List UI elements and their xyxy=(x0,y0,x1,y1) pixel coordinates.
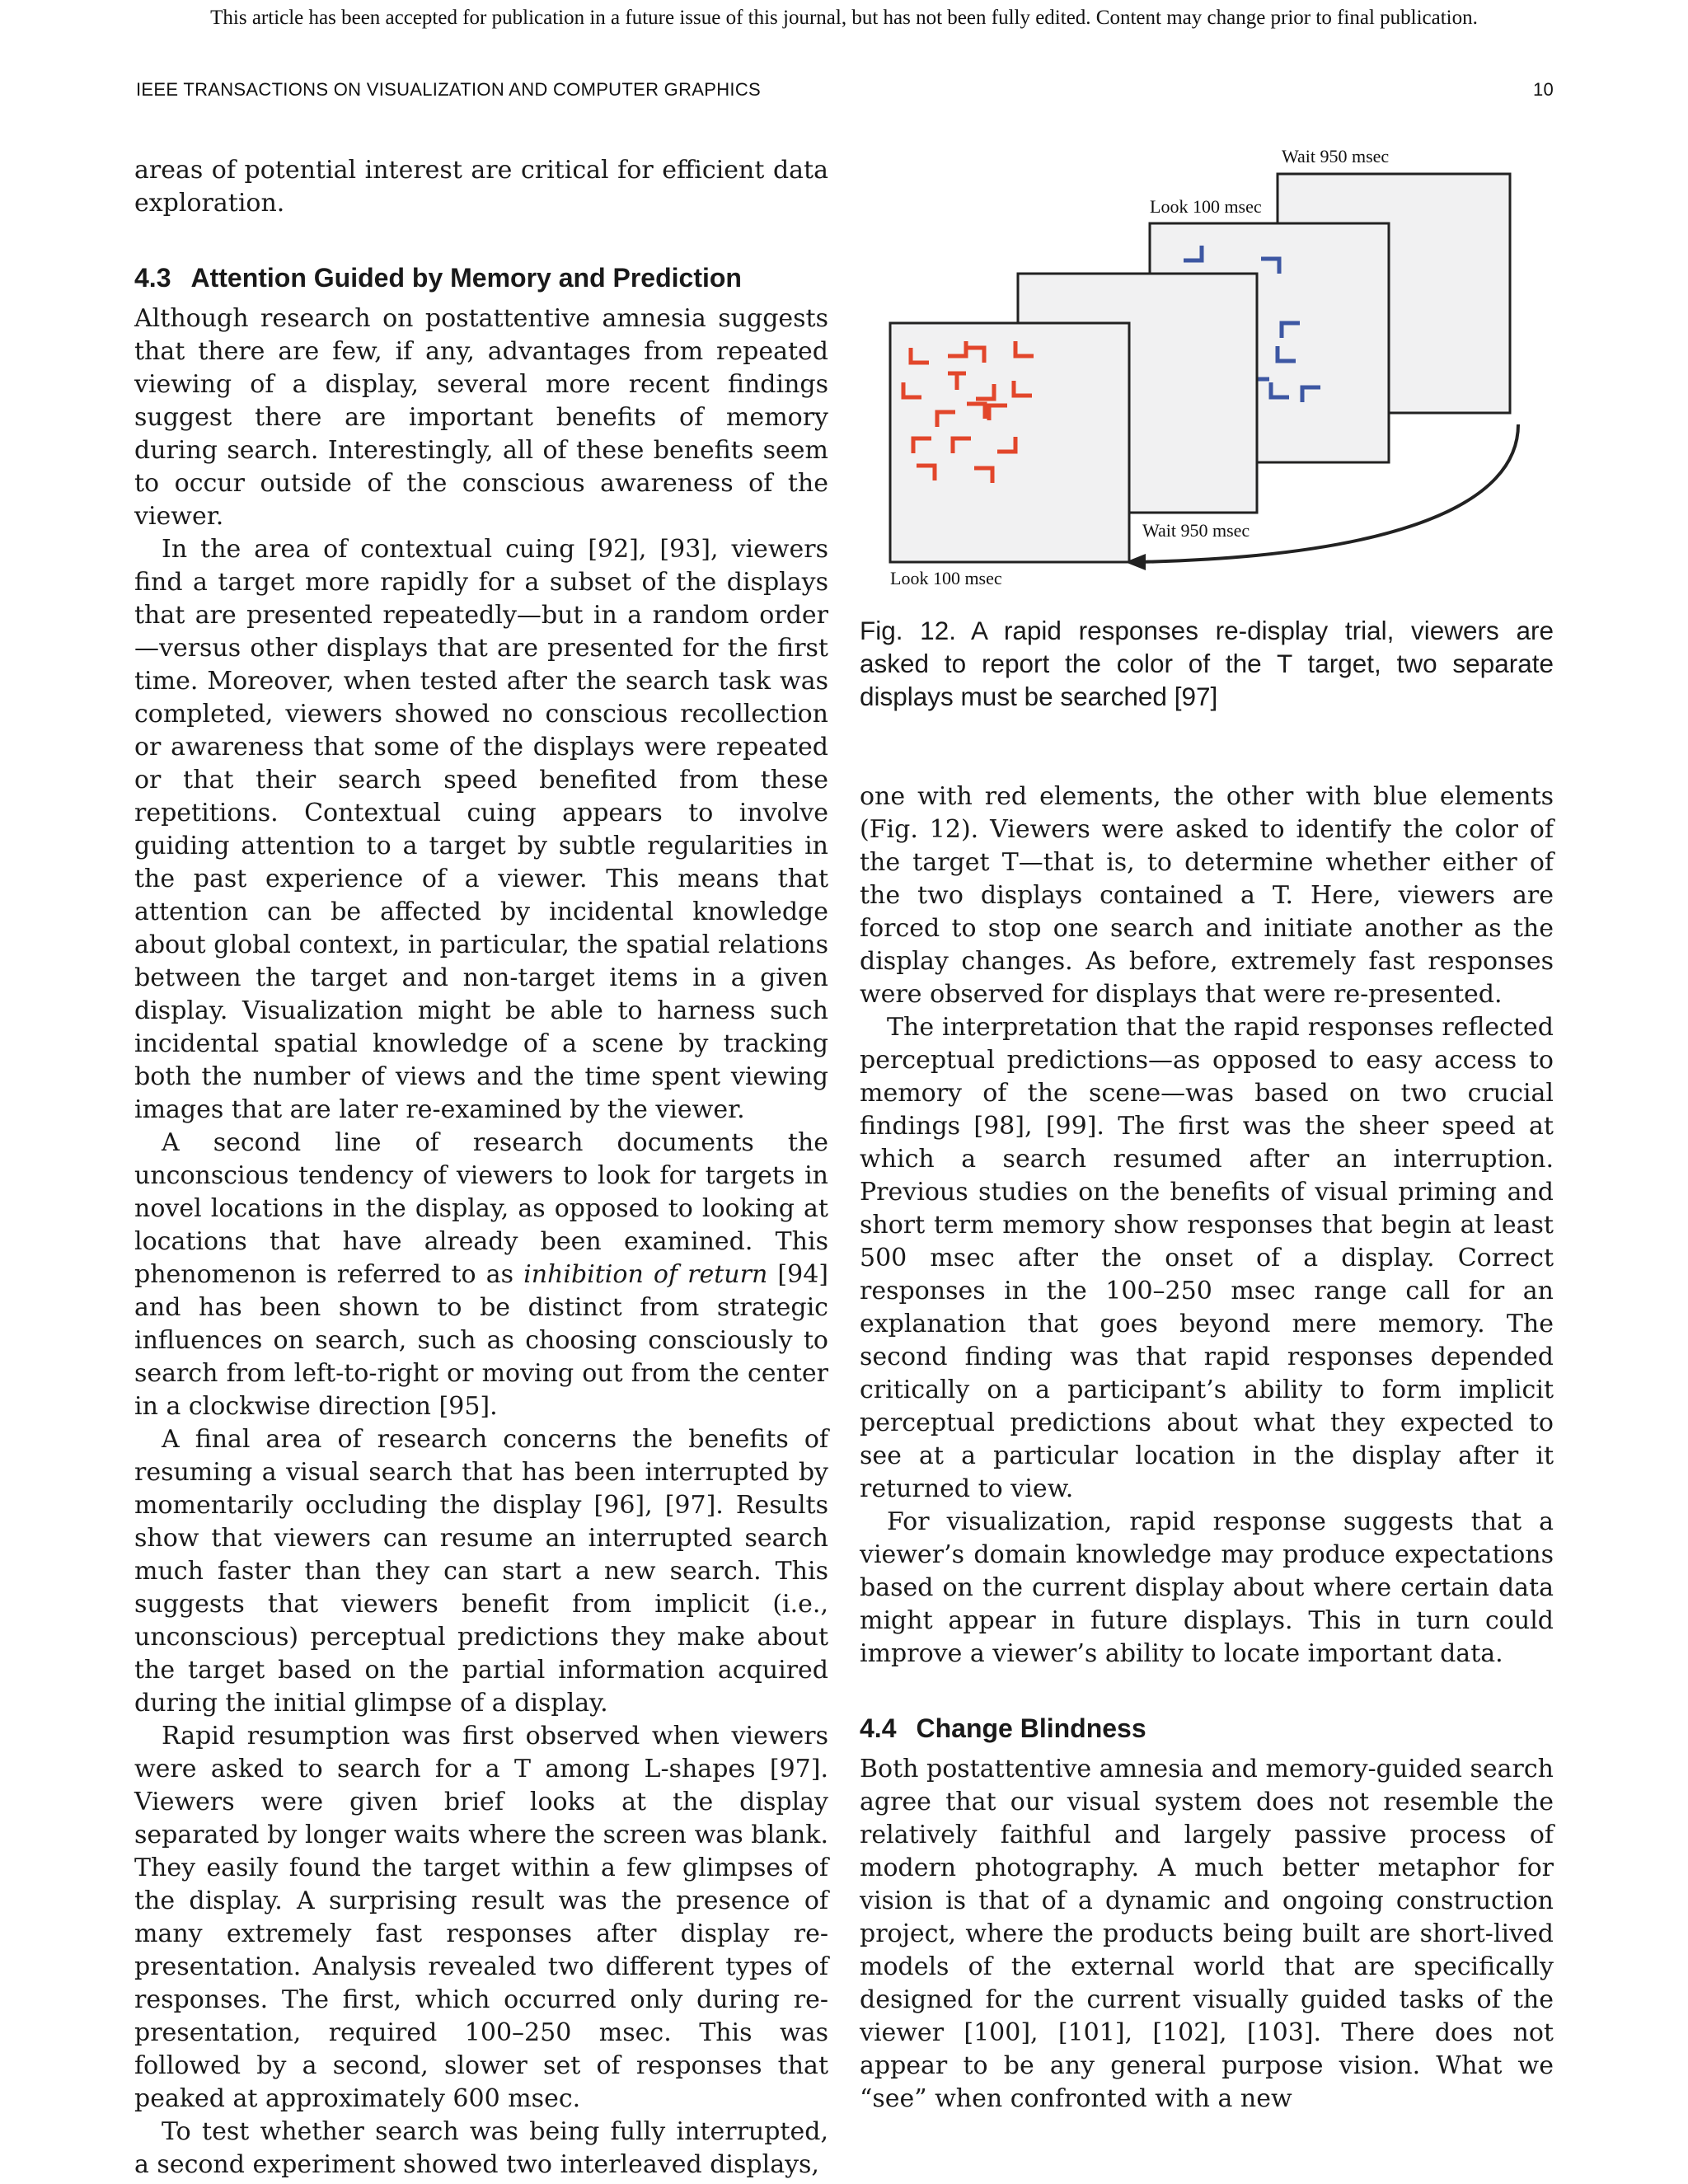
paragraph-rapid-resumption: Rapid resumption was first observed when viewers were asked to search for a T among L-shapes [97]. Viewers were given brief looks at the display separated by longer waits where the screen was blank. They easily found the target within a few glimpses of the display. A surprising result was the presence of many extremely fast responses after display re-presentation. Analysis revealed two different types of responses. The first, which occurred only during re-presentation, required 100–250 msec. This was followed by a second, slower set of responses that peaked at approximately 600 msec. xyxy=(134,1722,828,2113)
section-heading-4-3 xyxy=(134,261,828,294)
label-look-blue: Look 100 msec xyxy=(1150,196,1262,217)
paragraph-interleaved: To test whether search was being fully interrupted, a second experiment showed two interleaved displays, xyxy=(134,2117,828,2179)
paragraph-interpretation: The interpretation that the rapid responses reflected perceptual predictions—as opposed to easy access to memory of the scene—was based on two crucial findings [98], [99]. The first was the sheer speed at which a search resumed after an interruption. Previous studies on the benefits of visual priming and short term memory show responses that begin at least 500 msec after the onset of a display. Correct responses in the 100–250 msec range call for an explanation that goes beyond mere memory. The second finding was that rapid responses depended critically on a participant’s ability to form implicit perceptual predictions about what they expected to see at a particular location in the display after it returned to view. xyxy=(860,1013,1554,1503)
paragraph-resuming-search: A final area of research concerns the benefits of resuming a visual search that has been interrupted by momentarily occluding the display [96], [97]. Results show that viewers can resume an interrupted search much faster than they can start a new search. This suggests that viewers benefit from implicit (i.e., unconscious) perceptual predictions they make about the target based on the partial information acquired during the initial glimpse of a display. xyxy=(134,1425,828,1718)
journal-title: IEEE TRANSACTIONS ON VISUALIZATION AND COMPUTER GRAPHICS xyxy=(136,79,761,100)
display-panel-red xyxy=(890,323,1129,562)
paragraph-postattentive: Although research on postattentive amnesia suggests that there are few, if any, advantages from repeated viewing of a display, several more recent findings suggest there are important benefits of memory during search. Interestingly, all of these benefits seem to occur outside of the conscious awareness of the viewer. xyxy=(134,304,828,531)
label-look-red: Look 100 msec xyxy=(890,568,1002,588)
section-number: 4.4 xyxy=(860,1713,897,1743)
page-number: 10 xyxy=(1533,79,1554,100)
paragraph-contextual-cuing: In the area of contextual cuing [92], [93], viewers find a target more rapidly for a subset of the displays that are presented repeatedly—but in a random order—versus other displays that are presented for the first time. Moreover, when tested after the search task was completed, viewers showed no conscious recollection or awareness that some of the displays were repeated or that their search speed benefited from these repetitions. Contextual cuing appears to involve guiding attention to a target by subtle regularities in the past experience of a viewer. This means that attention can be affected by incidental knowledge about global context, in particular, the spatial relations between the target and non-target items in a given display. Visualization might be able to harness such incidental spatial knowledge of a scene by tracking both the number of views and the time spent viewing images that are later re-examined by the viewer. xyxy=(134,535,828,1124)
section-title: Change Blindness xyxy=(916,1713,1146,1743)
section-heading-4-4 xyxy=(860,1712,1554,1745)
label-wait-back: Wait 950 msec xyxy=(1282,146,1390,166)
publication-notice: This article has been accepted for publication in a future issue of this journal, but has not been fully edited. Content may change prior to final publication. xyxy=(210,7,1478,29)
paragraph-visualization: For visualization, rapid response suggests that a viewer’s domain knowledge may produce expectations based on the current display about where certain data might appear in future displays. This in turn could improve a viewer’s ability to locate important data. xyxy=(860,1507,1554,1668)
paragraph-red-blue: one with red elements, the other with blue elements (Fig. 12). Viewers were asked to identify the color of the target T—that is, to determine whether either of the two displays contained a T. Here, viewers are forced to stop one search and initiate another as the display changes. As before, extremely fast responses were observed for displays that were re-presented. xyxy=(860,782,1554,1009)
section-number: 4.3 xyxy=(134,263,171,293)
figure-caption xyxy=(860,614,1554,713)
right-column xyxy=(860,780,1554,2116)
label-wait-front: Wait 950 msec xyxy=(1142,520,1250,541)
left-column xyxy=(134,154,828,2182)
figure-label: Fig. 12. xyxy=(860,616,956,645)
intro-paragraph: areas of potential interest are critical for efficient data exploration. xyxy=(134,156,828,218)
emphasis-term: inhibition of return xyxy=(523,1260,768,1289)
paragraph-change-blindness: Both postattentive amnesia and memory-guided search agree that our visual system does not resemble the relatively faithful and largely passive process of modern photography. A much better metaphor for vision is that of a dynamic and ongoing construction project, where the products being built are short-lived models of the external world that are specifically designed for the current visually guided tasks of the viewer [100], [101], [102], [103]. There does not appear to be any general purpose vision. What we “see” when confronted with a new xyxy=(860,1755,1554,2113)
figure-12-diagram xyxy=(874,140,1533,602)
figure-caption-text: A rapid responses re-display trial, viewers are asked to report the color of the T target, two separate displays must be searched [97] xyxy=(860,616,1554,711)
section-title: Attention Guided by Memory and Prediction xyxy=(190,263,742,293)
paragraph-inhibition-of-return: A second line of research documents the unconscious tendency of viewers to look for targets in novel locations in the display, as opposed to looking at locations that have already been examined. This phenomenon is referred to as inhibition of return [94] and has been shown to be distinct from strategic influences on search, such as choosing consciously to search from left-to-right or moving out from the center in a clockwise direction [95]. xyxy=(134,1128,828,1421)
